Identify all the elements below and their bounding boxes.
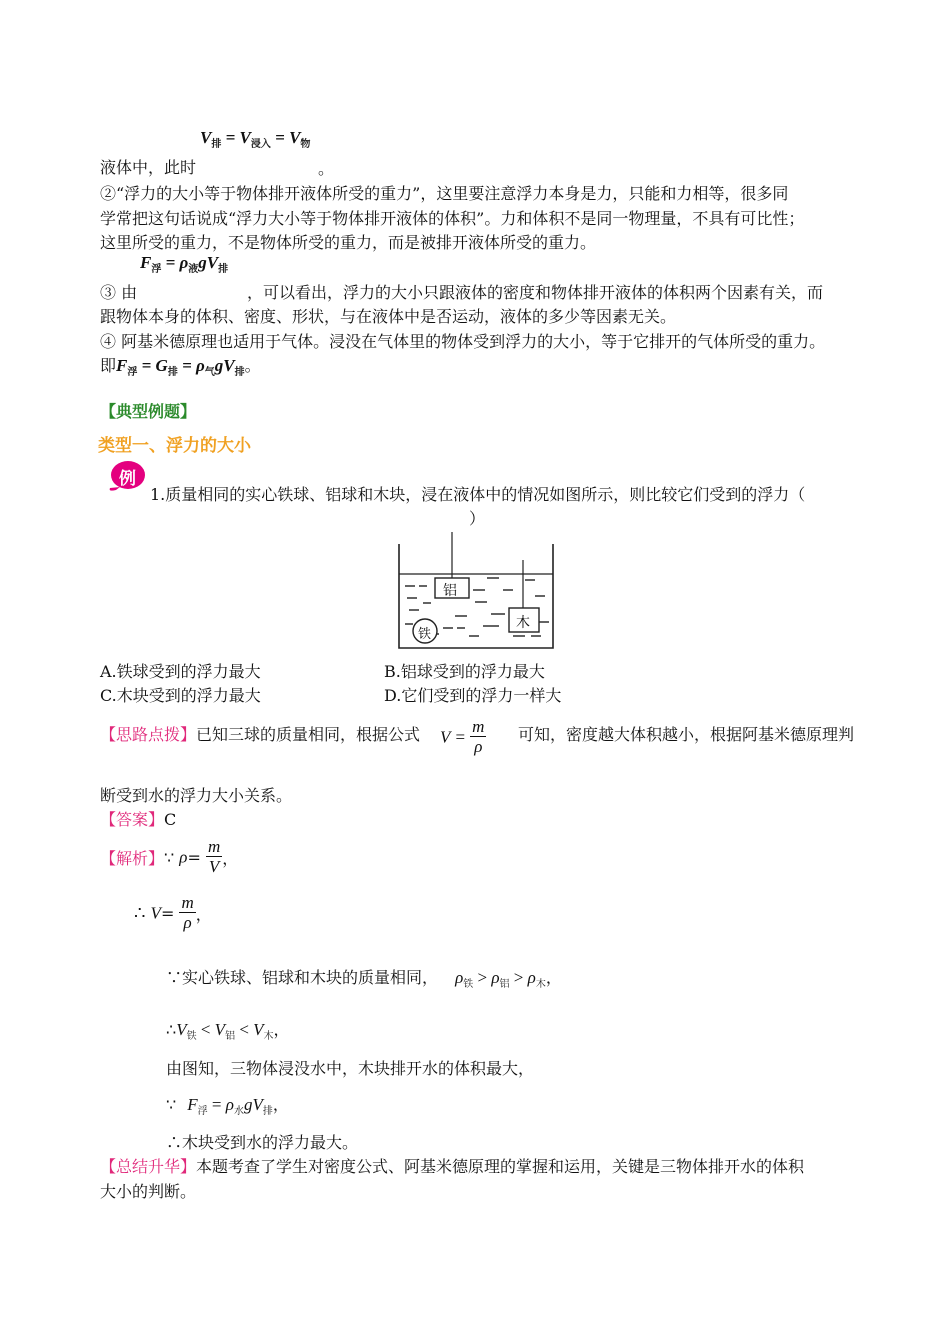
formula-gas-buoyancy: $F_浮 = G_排 = \rho_气gV_排$ xyxy=(116,356,245,378)
section-heading: 【典型例题】 xyxy=(100,402,197,421)
analysis-line5: 由图知，三物体浸没水中，木块排开水的体积最大， xyxy=(166,1059,535,1078)
label-iron: 铁 xyxy=(418,627,432,642)
hint-line1-rest: 可知，密度越大体积越小，根据阿基米德原理判 xyxy=(518,725,855,744)
para3-line1-start: ③ 由 xyxy=(100,283,138,302)
text-liquid-line: 液体中，此时 xyxy=(100,158,197,177)
para4-line1: ④ 阿基米德原理也适用于气体。浸没在气体里的物体受到浮力的大小，等于它排开的气体所受的重力。 xyxy=(100,332,826,351)
question-line1: 1.质量相同的实心铁球、铝球和木块，浸在液体中的情况如图所示，则比较它们受到的浮力（ xyxy=(150,485,806,504)
para4-line2: 即$F_浮 = G_排 = \rho_气gV_排$。 xyxy=(100,356,261,378)
hint-line1: 【思路点拨】已知三球的质量相同，根据公式 xyxy=(100,725,421,744)
label-wood: 木 xyxy=(516,615,530,631)
formula-volume-equality: $V_排 = V_{浸入} = V_物$ xyxy=(200,128,311,150)
analysis-line4: $\therefore V_铁 < V_铝 < V_木$， xyxy=(166,1020,290,1042)
question-line2: ） xyxy=(469,509,486,528)
option-c: C.木块受到的浮力最大 xyxy=(100,686,261,705)
analysis-line1: 【解析】∵ ρ= $\frac{m}{V}$ ， xyxy=(100,837,239,876)
type-title: 类型一、浮力的大小 xyxy=(98,436,251,456)
option-b: B.铝球受到的浮力最大 xyxy=(384,662,545,681)
analysis-line7: ∴木块受到水的浮力最大。 xyxy=(166,1133,359,1152)
para2-line2: 学常把这句话说成“浮力大小等于物体排开液体的体积”。力和体积不是同一物理量，不具有可比性； xyxy=(100,209,805,228)
hint-formula: V = $\frac{m}{\rho}$ xyxy=(440,717,485,756)
para2-line3: 这里所受的重力，不是物体所受的重力，而是被排开液体所受的重力。 xyxy=(100,233,597,252)
para2-line1: ②“浮力的大小等于物体排开液体所受的重力”，这里要注意浮力本身是力，只能和力相等，很多同 xyxy=(100,184,789,203)
analysis-line3: ∵实心铁球、铝球和木块的质量相同， $\rho_铁 > \rho_铝 > \rho_木$， xyxy=(166,968,562,990)
option-d: D.它们受到的浮力一样大 xyxy=(384,686,562,705)
analysis-line2: ∴ V= $\frac{m}{\rho}$ ， xyxy=(134,893,212,932)
beaker-figure xyxy=(395,530,559,652)
hint-line2: 断受到水的浮力大小关系。 xyxy=(100,786,293,805)
summary-line2: 大小的判断。 xyxy=(100,1182,197,1201)
text-period: 。 xyxy=(318,159,335,178)
analysis-line6: ∵ $F_浮 = \rho_水gV_排$， xyxy=(166,1095,289,1117)
example-badge-icon: 例 xyxy=(106,458,148,494)
para3-line2: 跟物体本身的体积、密度、形状，与在液体中是否运动，液体的多少等因素无关。 xyxy=(100,307,677,326)
answer-line: 【答案】C xyxy=(100,810,177,829)
option-a: A.铁球受到的浮力最大 xyxy=(100,662,261,681)
summary-line1: 【总结升华】本题考查了学生对密度公式、阿基米德原理的掌握和运用，关键是三物体排开水的体积 xyxy=(100,1157,805,1176)
formula-buoyancy: $F_浮 = \rho_液gV_排$ xyxy=(140,253,229,275)
label-aluminum: 铝 xyxy=(443,583,457,599)
para3-line1-rest: ，可以看出，浮力的大小只跟液体的密度和物体排开液体的体积两个因素有关，而 xyxy=(247,283,824,302)
